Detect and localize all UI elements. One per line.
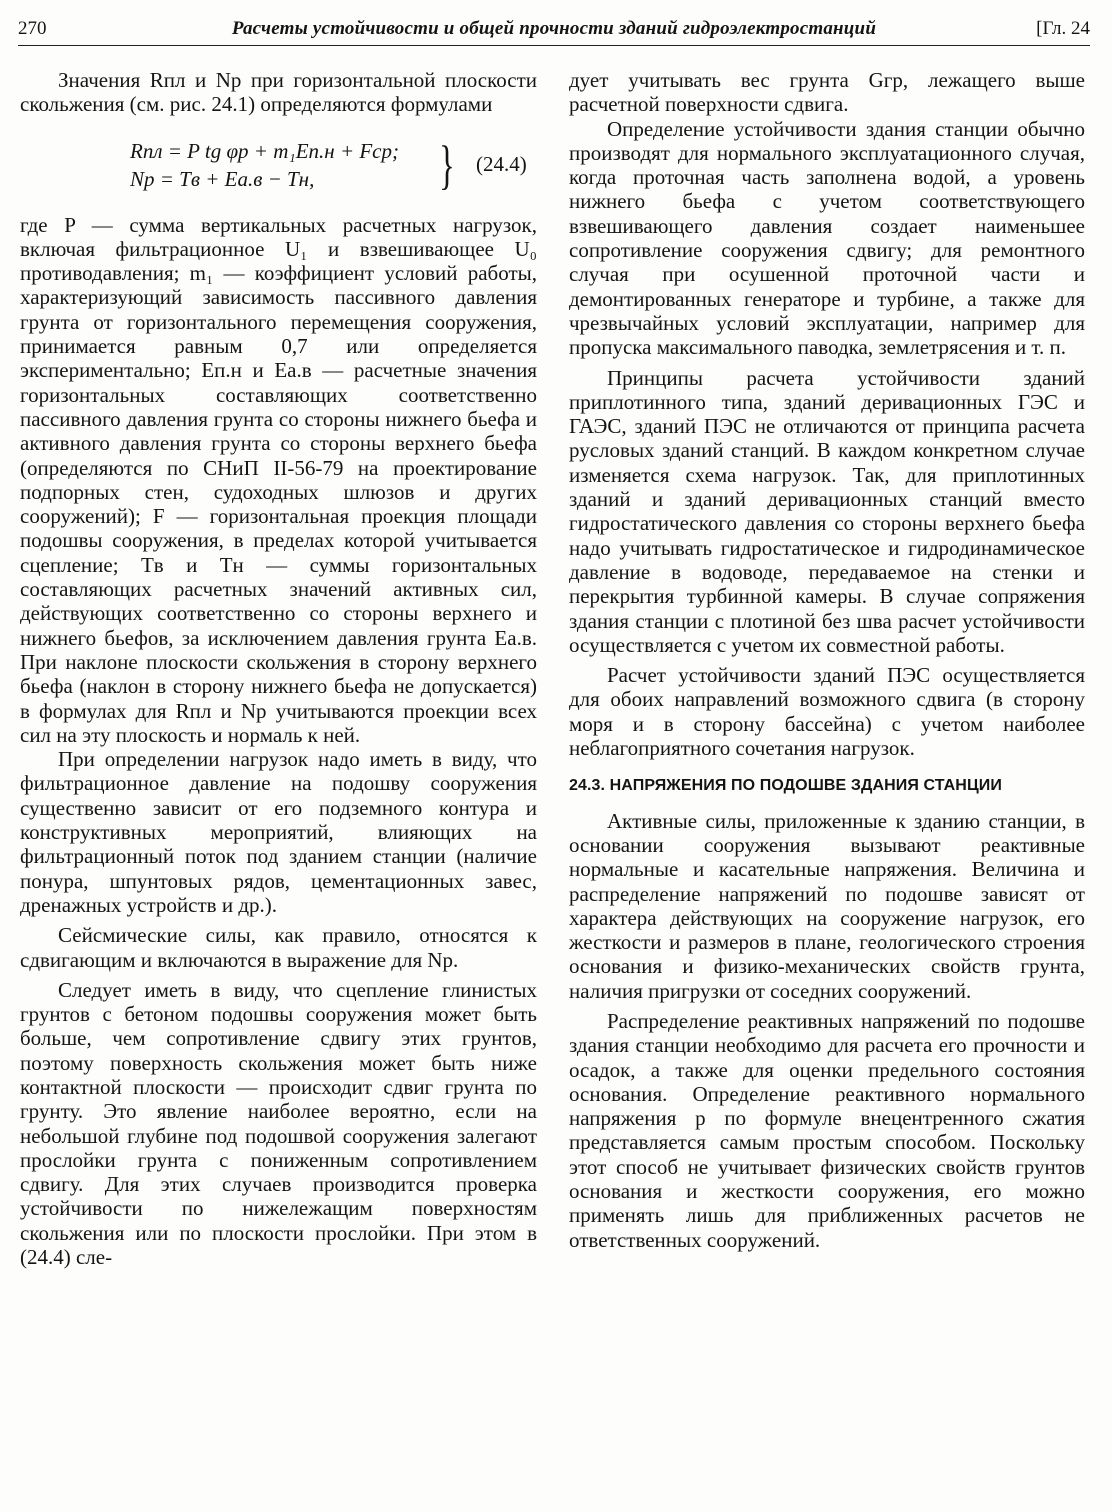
- formula-line: Rпл = P tg φр + m₁Eп.н + Fcр;: [130, 138, 400, 163]
- paragraph: Следует иметь в виду, что сцепление глинистых грунтов с бетоном подошвы сооружения может быть больше, чем сопротивление сдвигу этих грунтов, поэтому поверхность скольжения может быть ниже контактной плоскости — происходит сдвиг грунта по грунту. Это явление наиболее вероятно, если на небольшой глубине под подошвой сооружения залегают прослойки грунта с пониженным сопротивлением сдвигу. Для этих случаев производится проверка устойчивости по нижележащим поверхностям скольжения или по плоскости прослойки. При этом в (24.4) сле-: [20, 977, 537, 1270]
- page-number: 270: [18, 18, 47, 39]
- formula-24-4: [20, 127, 537, 205]
- paragraph: Принципы расчета устойчивости зданий приплотинного типа, зданий деривационных ГЭС и ГАЭС, зданий ПЭС не отличаются от принципа расчета русловых зданий станций. В каждом конкретном случае изменяется схема нагрузок. Так, для приплотинных зданий и зданий деривационных станций вместо гидростатического давления со стороны верхнего бьефа надо учитывать гидростатическое и гидродинамическое давление в водоводе, передаваемое на стенки и перекрытия турбинной камеры. В случае сопряжения здания станции с плотиной без шва расчет устойчивости осуществляется с учетом их совместной работы.: [569, 365, 1085, 657]
- paragraph: Сейсмические силы, как правило, относятся к сдвигающим и включаются в выражение для Nр.: [20, 923, 537, 972]
- section-heading: 24.3. НАПРЯЖЕНИЯ ПО ПОДОШВЕ ЗДАНИЯ СТАНЦИИ: [569, 777, 1002, 795]
- formula-number: (24.4): [476, 151, 527, 176]
- paragraph: Расчет устойчивости зданий ПЭС осуществляется для обоих направлений возможного сдвига (в сторону моря и в сторону бассейна) с учетом наиболее неблагоприятного сочетания нагрузок.: [569, 663, 1085, 761]
- paragraph: где P — сумма вертикальных расчетных нагрузок, включая фильтрационное U₁ и взвешивающее U₀ противодавления; m₁ — коэффициент условий работы, характеризующий зависимость пассивного давления грунта от горизонтального перемещения сооружения, принимается равным 0,7 или определяется экспериментально; Eп.н и Eа.в — расчетные значения горизонтальных составляющих соответственно пассивного давления грунта со стороны нижнего бьефа и активного давления грунта со стороны верхнего бьефа (определяются по СНиП II-56-79 на проектирование подпорных стен, судоходных шлюзов и других сооружений); F — горизонтальная проекция площади подошвы сооружения, в пределах которой учитывается сцепление; Tв и Tн — суммы горизонтальных составляющих расчетных значений активных сил, действующих соответственно со стороны верхнего и нижнего бьефов, за исключением давления грунта Eа.в. При наклоне плоскости скольжения в сторону верхнего бьефа (наклон в сторону нижнего бьефа не допускается) в формулах для Rпл и Nр учитываются проекции всех сил на эту плоскость и нормаль к ней.: [20, 212, 537, 747]
- right-column: [569, 68, 1085, 1252]
- brace-symbol: }: [439, 134, 455, 195]
- paragraph: Определение устойчивости здания станции обычно производят для нормального эксплуатационного случая, когда проточная часть заполнена водой, а уровень нижнего бьефа с учетом соответствующего взвешивающего давления создает наименьшее сопротивление сооружения сдвигу; для ремонтного случая при осушенной проточной части и демонтированных генераторе и турбине, а также для чрезвычайных условий эксплуатации, например для пропуска максимального паводка, землетрясения и т. п.: [569, 116, 1085, 360]
- header-rule: [18, 45, 1090, 46]
- running-title: Расчеты устойчивости и общей прочности зданий гидроэлектростанций: [231, 18, 877, 39]
- paragraph: Распределение реактивных напряжений по подошве здания станции необходимо для расчета его прочности и осадок, а также для оценки предельного состояния основания. Определение реактивного нормального напряжения p по формуле внецентренного сжатия представляется самым простым способом. Поскольку этот способ не учитывает физических свойств грунтов основания и жесткости сооружения, его можно применять лишь для приближенных расчетов не ответственных сооружений.: [569, 1008, 1085, 1252]
- formula-line: Nр = Tв + Eа.в − Tн,: [130, 166, 315, 191]
- chapter-marker: [Гл. 24: [1036, 18, 1090, 39]
- paragraph: При определении нагрузок надо иметь в виду, что фильтрационное давление на подошву сооружения существенно зависит от его подземного контура и конструктивных мероприятий, влияющих на фильтрационный поток под зданием станции (наличие понура, шпунтовых рядов, цементационных завес, дренажных устройств и др.).: [20, 747, 537, 917]
- page-header: [18, 14, 1090, 44]
- paragraph: Активные силы, приложенные к зданию станции, в основании сооружения вызывают реактивные нормальные и касательные напряжения. Величина и распределение напряжений по подошве зависят от характера действующих на сооружение нагрузок, его жесткости и размеров в плане, геологического строения основания и физико-механических свойств грунта, наличия пригрузки от соседних сооружений.: [569, 808, 1085, 1003]
- paragraph: дует учитывать вес грунта Gгр, лежащего выше расчетной поверхности сдвига.: [569, 68, 1085, 117]
- left-column: [20, 68, 537, 1269]
- paragraph: Значения Rпл и Nр при горизонтальной плоскости скольжения (см. рис. 24.1) определяются формулами: [20, 68, 537, 117]
